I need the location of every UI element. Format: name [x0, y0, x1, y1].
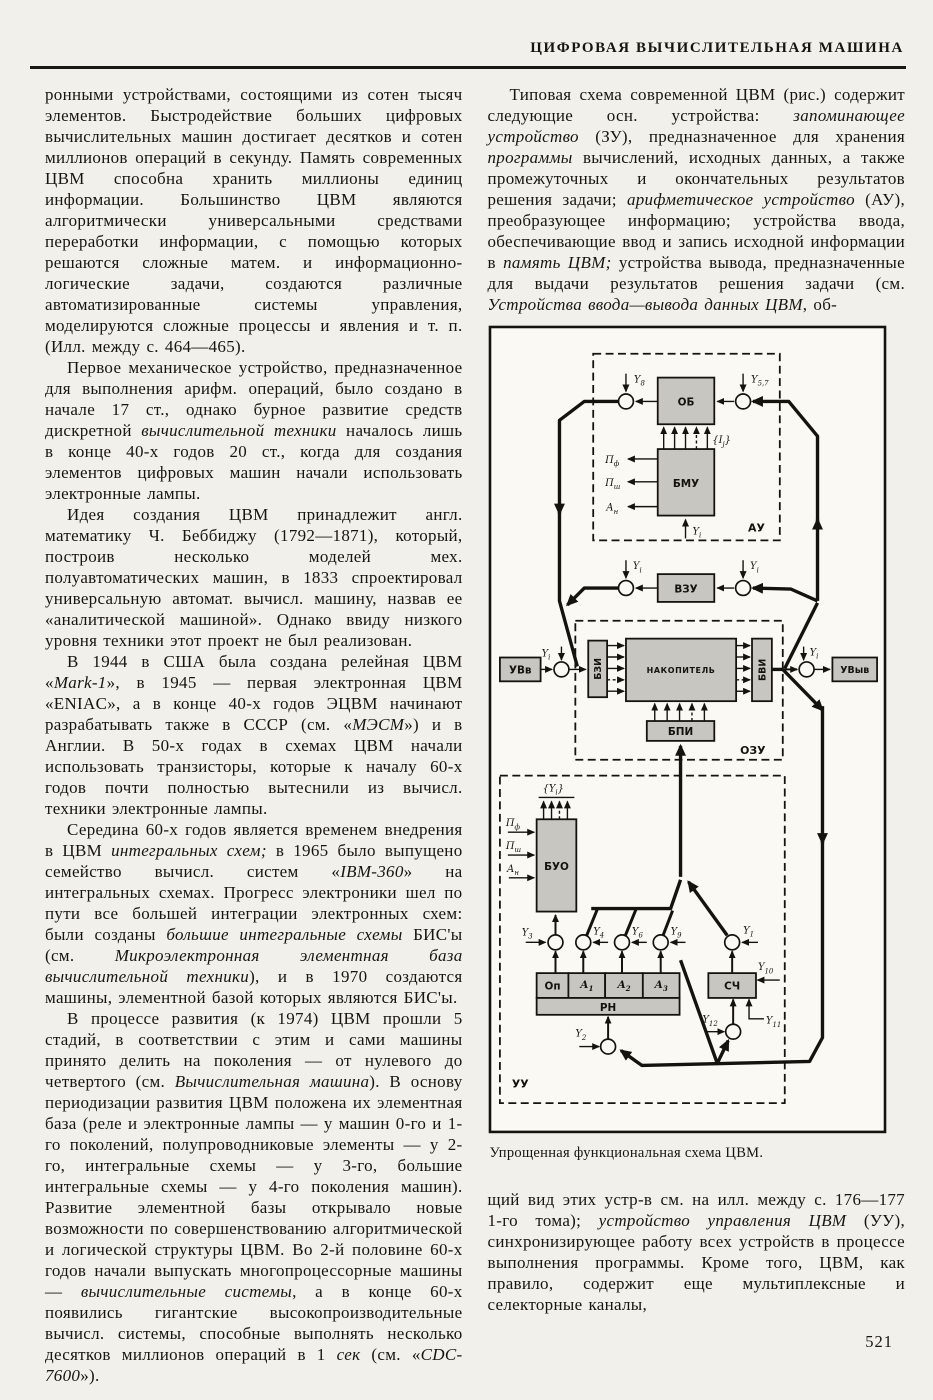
label-y11: $Y_{11}$ — [765, 1015, 781, 1029]
italic-run: МЭСМ — [352, 715, 405, 734]
junction-y1 — [724, 935, 739, 950]
header-rule — [30, 66, 906, 69]
text-run: ), и в 1970 создаются машины, элементной базой которых являются БИС'ы. — [45, 967, 463, 1007]
italic-run: вычислительной техники — [141, 421, 337, 440]
left-column — [45, 84, 463, 1386]
junction-y6 — [614, 935, 629, 950]
block-uvyv-label: УВыв — [839, 664, 869, 676]
block-bmu-label: БМУ — [672, 477, 699, 490]
text-run: В процессе развития (к 1974) ЦВМ прошли 5 стадий, в соответствии с этим и сами машины принято делить на поколения — от нулевого до четвертого (см. — [45, 1009, 463, 1091]
cell-a1-label: $А_1$ — [579, 979, 593, 994]
italic-run: арифметическое устройство — [626, 190, 855, 209]
paragraph — [488, 84, 906, 315]
text-run: ). В основу периодизации развития ЦВМ положена их элементная база (реле и электронные лампы — у машин 0-го и 1-го поколений, полупроводниковые элементы — у 2-го, интегральные схемы — у 3-го, большие интегральные схемы — у 4-го поколения машин). Развитие элементной базы открывало новые возможности по совершенствованию алгоритмической и логической структуры ЦВМ. Во 2-й половине 60-х годов начали выпускать многопроцессорные машины — — [45, 1072, 463, 1301]
text-run: , а в конце 60-х появились гигантские высокопроизводительные вычисл. системы, способные выполнять несколько десятков миллионов операций в 1 — [45, 1282, 463, 1364]
label-y3: $Y_3$ — [521, 927, 533, 941]
cell-op-label: Оп — [543, 980, 561, 993]
junction-y8 — [618, 394, 633, 409]
label-y12: $Y_{12}$ — [701, 1014, 718, 1028]
text-run: ») и в Англии. В 50-х годах в схемах ЦВМ начали использовать транзисторы, которые к началу 60-х годов почти полностью вытеснили из вычисл. техники электронные лампы. — [45, 715, 463, 818]
label-pf: $П_ф$ — [604, 454, 619, 469]
label-yi-set: $\{Y_i\}$ — [542, 783, 564, 797]
container-au-label: АУ — [747, 521, 765, 535]
junction-y57 — [735, 394, 750, 409]
junction-y4 — [575, 935, 590, 950]
italic-run: устройство управления ЦВМ — [598, 1210, 847, 1230]
paragraph — [45, 504, 463, 651]
text-run: ронными устройствами, состоящими из сотен тысяч элементов. Быстродействие больших цифровых вычислительных машин достигает десятков и сотен миллионов операций в секунду. Память современных ЦВМ способна хранить миллионы единиц информации. Большинство ЦВМ являются алгоритмически универсальными средствами переработки информации, с помощью которых решаются сложные матем. и информационно-логические задачи, создаются различные автоматизированные системы управления, моделируются сложные процессы и явления и т. п. (Илл. между с. 464—465). — [45, 85, 463, 356]
label-an: $А_н$ — [605, 502, 618, 516]
text-run: щий вид этих устр-в см. на илл. между с. 176—177 1-го тома); — [487, 1189, 905, 1230]
junction-y2 — [600, 1039, 615, 1054]
label-y4: $Y_4$ — [592, 926, 604, 940]
label-y6: $Y_6$ — [631, 926, 643, 940]
italic-run: программы — [487, 148, 573, 167]
text-run: В 1944 в США была создана релейная ЦВМ « — [45, 652, 463, 692]
italic-run: Устройства ввода—вывода данных ЦВМ — [487, 295, 803, 314]
italic-run: сек — [336, 1345, 361, 1364]
junction-vzu-right — [735, 581, 750, 596]
container-uu-label: УУ — [511, 1077, 529, 1091]
junction-vzu-left — [618, 581, 633, 596]
columns — [45, 84, 905, 1386]
italic-run: CDC-7600 — [45, 1345, 463, 1385]
text-run: », в 1945 — первая электронная ЦВМ «ENIAC», а в конце 40-х годов ЭЦВМ начинают разрабатывать также в СССР (см. « — [45, 673, 463, 734]
label-y9: $Y_9$ — [670, 926, 682, 940]
figure-caption: Упрощенная функциональная схема ЦВМ. — [489, 1144, 764, 1161]
text-run: (ЗУ), предназначенное для хранения — [578, 127, 905, 146]
label-yi-uvyv: $Y_i$ — [809, 647, 818, 661]
junction-uvv — [554, 662, 569, 677]
text-run: устройства вывода, предназначенные для выдачи результатов решения задачи (см. — [487, 253, 905, 293]
cell-a3-label: $А_3$ — [654, 979, 668, 994]
text-run: Первое механическое устройство, предназначенное для выполнения арифм. операций, было создано в начале 17 ст., однако бурное развитие средств дискретной — [45, 358, 463, 440]
cvm-block-diagram — [488, 325, 887, 1134]
paragraph — [488, 1189, 906, 1315]
italic-run: память ЦВМ; — [503, 253, 612, 272]
figure-schematic — [488, 325, 906, 1162]
label-y8: $Y_8$ — [633, 374, 645, 388]
italic-run: вычислительные системы — [80, 1282, 293, 1301]
text-run: (см. « — [360, 1345, 421, 1364]
block-bpi-label: БПИ — [667, 725, 693, 738]
text-run: »). — [80, 1366, 100, 1385]
cell-a2-label: $А_2$ — [616, 979, 631, 994]
paragraph — [45, 84, 463, 357]
junction-y9 — [653, 935, 668, 950]
right-column-bottom — [488, 1189, 906, 1315]
paragraph — [45, 651, 463, 819]
block-nakopitel-label: НАКОПИТЕЛЬ — [646, 665, 715, 675]
block-bvi-label: БВИ — [756, 658, 768, 682]
block-sch-label: СЧ — [723, 980, 740, 993]
text-run: » на интегральных схемах. Прогресс электроники шел по пути все большей интеграции электронных схем: были созданы — [45, 862, 463, 944]
paragraph — [45, 1008, 463, 1386]
text-run: БИС'ы (см. — [45, 925, 463, 965]
label-psh-buo: $П_ш$ — [505, 841, 521, 855]
block-vzu-label: ВЗУ — [673, 583, 698, 596]
text-run: (АУ), преобразующее информацию; устройства ввода, обеспечивающие ввод и запись исходной информации в — [487, 190, 905, 272]
text-run: Середина 60-х годов является временем внедрения в ЦВМ — [45, 820, 463, 860]
container-ozu-label: ОЗУ — [739, 743, 766, 757]
italic-run: Mark-1 — [53, 673, 107, 692]
label-y10: $Y_{10}$ — [757, 962, 773, 976]
running-head: ЦИФРОВАЯ ВЫЧИСЛИТЕЛЬНАЯ МАШИНА — [530, 40, 904, 56]
label-yi-uvv: $Y_i$ — [541, 648, 550, 662]
label-y57: $Y_{5,7}$ — [750, 374, 769, 388]
italic-run: запоминающее устройство — [487, 106, 905, 146]
italic-run: IBM-360 — [340, 862, 404, 881]
italic-run: интегральных схем; — [111, 841, 267, 860]
label-y2: $Y_2$ — [574, 1028, 586, 1042]
right-column-top — [488, 84, 906, 315]
paragraph — [45, 357, 463, 504]
label-pf-buo: $П_ф$ — [505, 818, 520, 832]
italic-run: большие интегральные схемы — [166, 925, 403, 944]
text-run: в 1965 было выпущено семейство вычисл. систем « — [45, 841, 463, 881]
block-buo-label: БУО — [543, 860, 569, 873]
label-yi-vzu-left: $Y_i$ — [632, 561, 642, 575]
label-ij: $\{I_j\}$ — [711, 435, 731, 449]
block-bzi-label: БЗИ — [592, 658, 604, 680]
junction-y12 — [725, 1024, 740, 1039]
block-uvv-label: УВв — [508, 664, 532, 677]
text-run: Идея создания ЦВМ принадлежит англ. математику Ч. Беббиджу (1792—1871), который, построив несколько моделей мех. полуавтоматических машин, в 1833 спроектировал универсальную автомат. вычисл. машину, назвав ее «аналитической машиной». Однако ввиду низкого уровня техники этот проект не был реализован. — [45, 505, 463, 650]
label-yi-vzu-right: $Y_i$ — [749, 561, 759, 575]
label-psh: $П_ш$ — [604, 477, 620, 491]
text-run: вычислений, исходных данных, а также промежуточных и окончательных результатов решения задачи; — [487, 148, 905, 209]
junction-y3 — [548, 935, 563, 950]
block-rn-label: РН — [599, 1001, 616, 1014]
label-an-buo: $А_н$ — [506, 863, 519, 878]
paragraph — [45, 819, 463, 1008]
text-run: (УУ), синхронизирующее работу всех устройств в процессе выполнения программы. Кроме того, ЦВМ, как правило, содержит еще мультиплексные и селекторные каналы, — [487, 1210, 905, 1314]
label-y1: $Y_1$ — [742, 925, 754, 939]
text-run: , об- — [802, 295, 838, 314]
label-yi-bmu: $Y_i$ — [691, 526, 701, 540]
text-run: началось лишь в конце 40-х годов 20 ст., когда для создания элементов цифровых машин начали использовать электронные лампы. — [45, 421, 463, 503]
text-run: Типовая схема современной ЦВМ (рис.) содержит следующие осн. устройства: — [487, 85, 905, 125]
right-column — [488, 84, 906, 1386]
italic-run: Микроэлектронная элементная база вычислительной техники — [45, 946, 463, 986]
page-number: 521 — [865, 1332, 893, 1351]
italic-run: Вычислительная машина — [174, 1072, 370, 1091]
block-ob-label: ОБ — [677, 396, 694, 409]
junction-uvyv — [799, 662, 814, 677]
